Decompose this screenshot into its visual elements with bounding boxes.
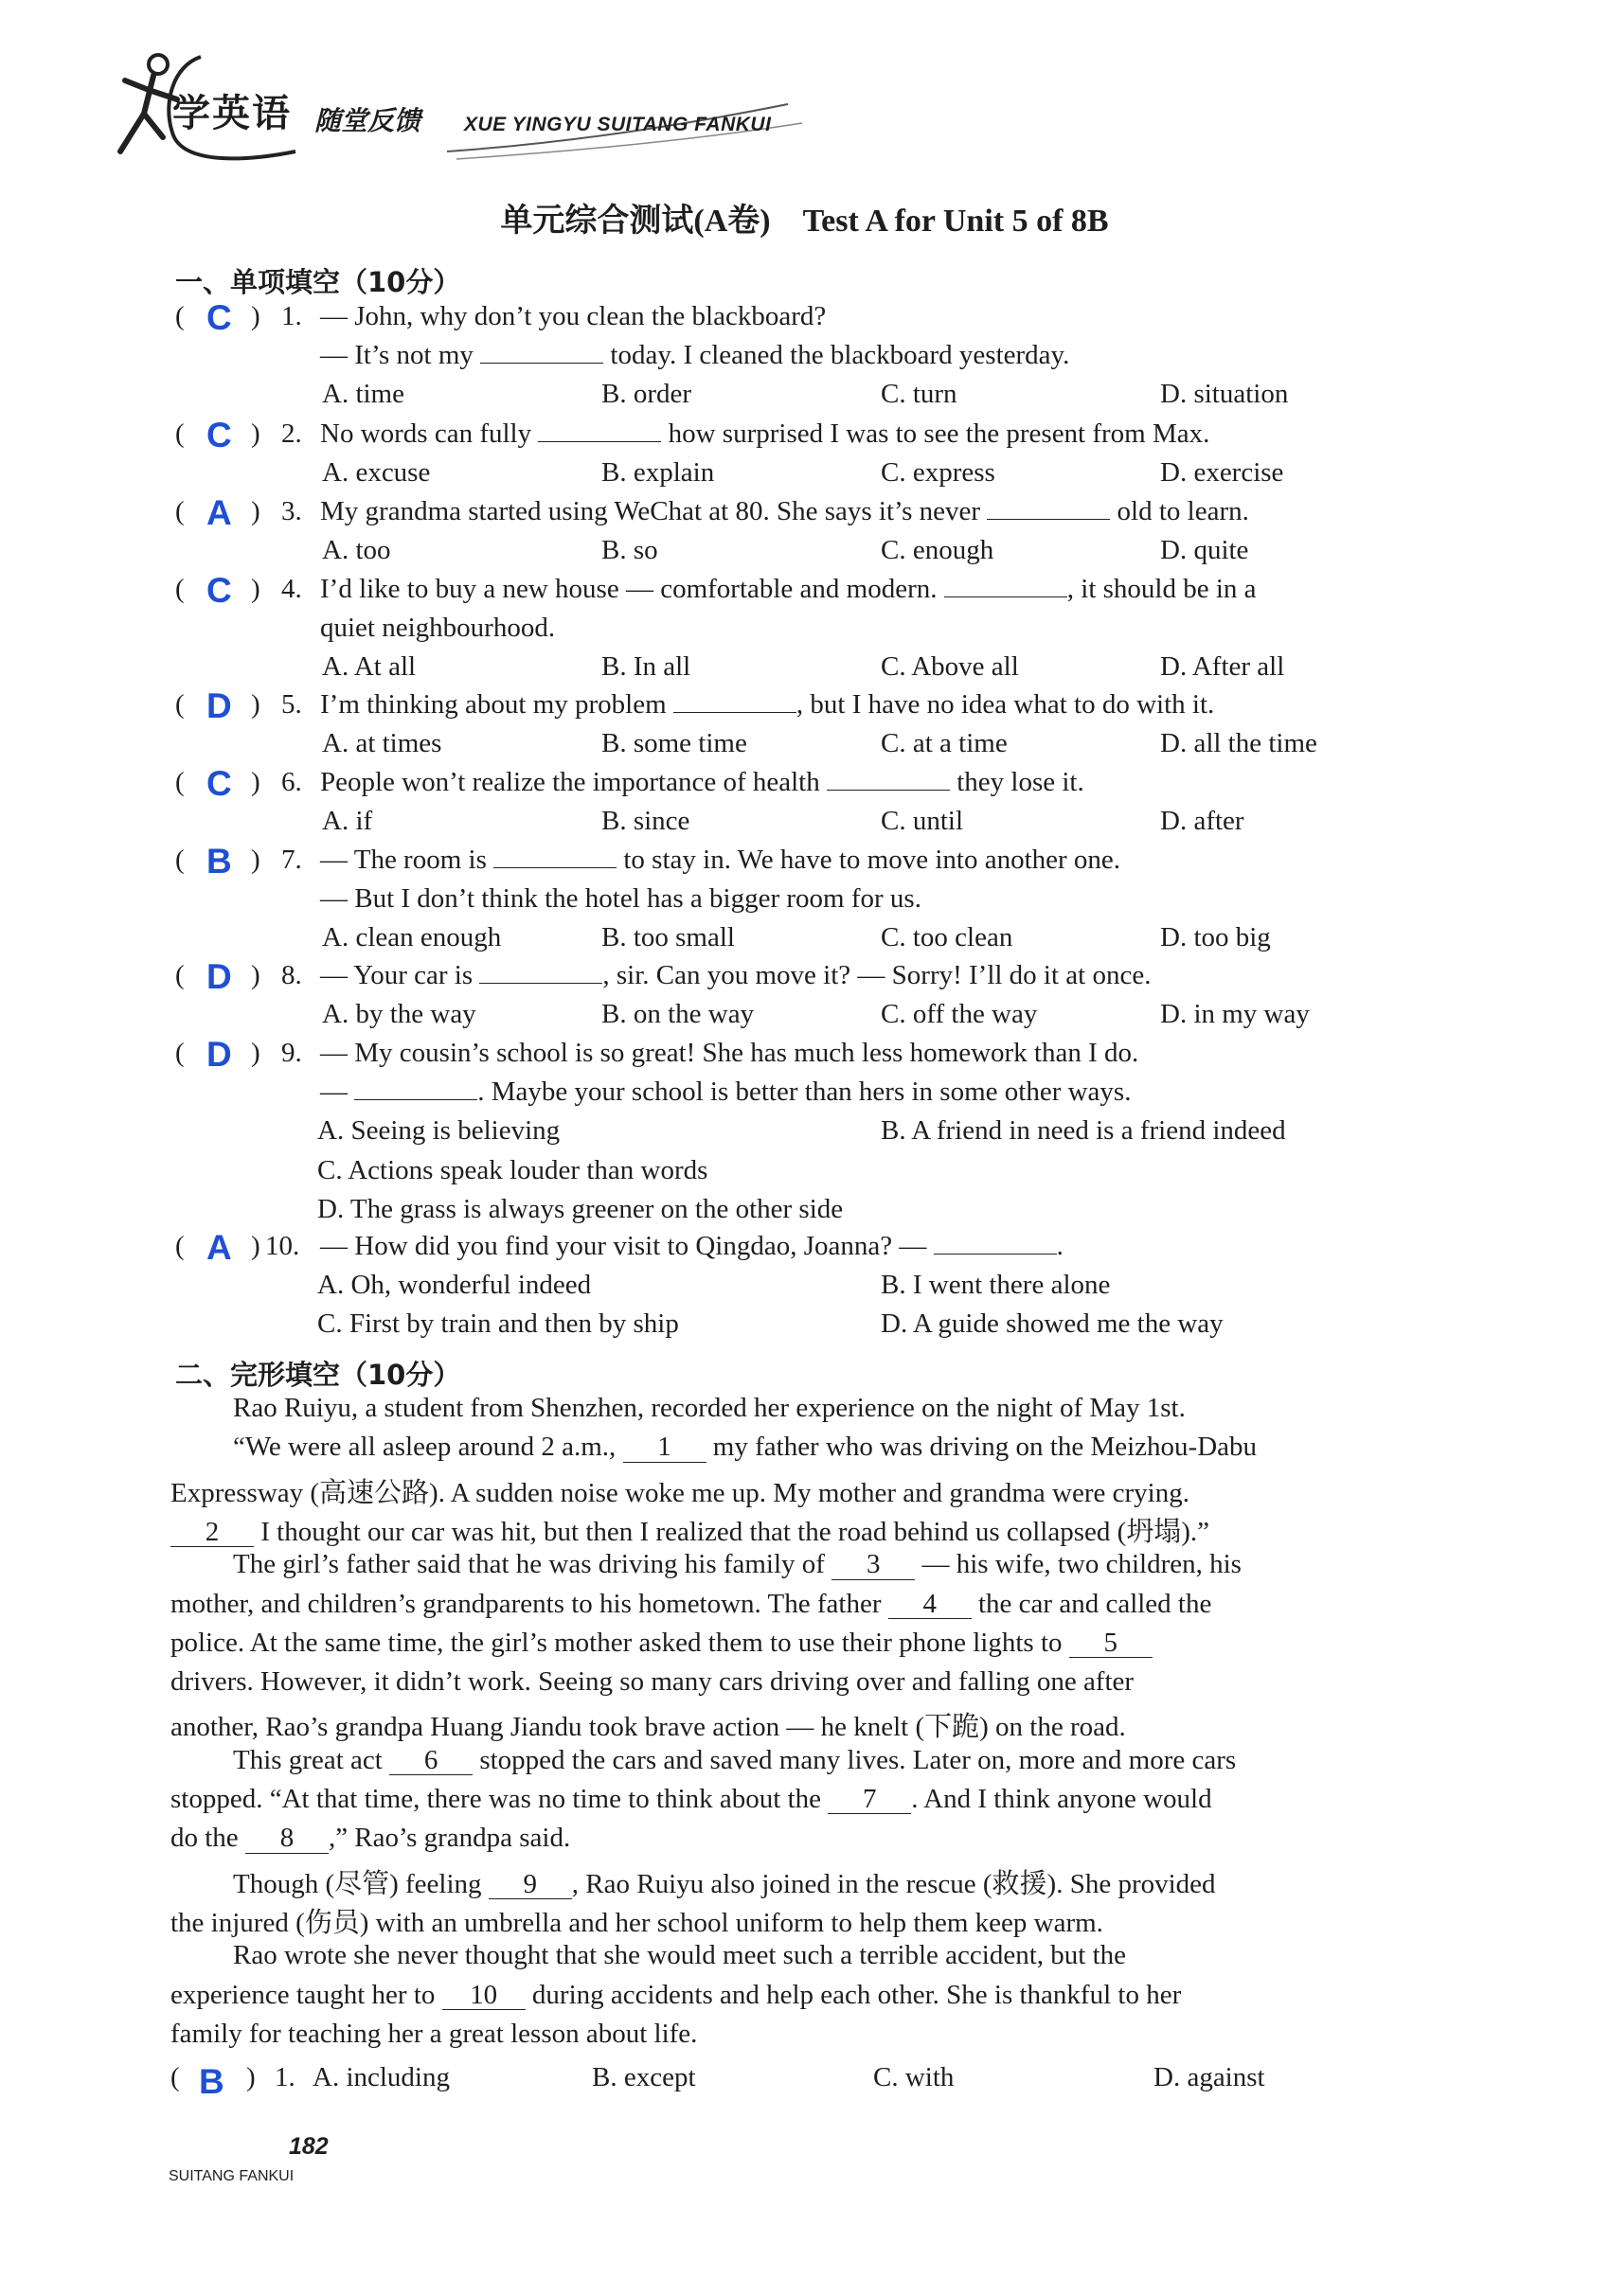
passage-line: experience taught her to 10 during accidents and help each other. She is thankful to her [170,1979,1182,2010]
question-line: — It’s not my today. I cleaned the blackboard yesterday. [320,340,1070,371]
left-paren: ( [175,1038,185,1068]
question-line: I’d like to buy a new house — comfortable and modern. , it should be in a [320,574,1257,604]
option: D. too big [1160,922,1271,953]
option: D. situation [1160,379,1289,410]
option: A. Oh, wonderful indeed [317,1270,592,1301]
option: D. after [1160,806,1244,837]
header-cn-title: 学英语 [172,92,292,135]
option: D. The grass is always greener on the other side [317,1193,844,1224]
left-paren: ( [170,2062,180,2092]
answer-blank [479,962,602,984]
passage-line: another, Rao’s grandpa Huang Jiandu took brave action — he knelt (下跪) on the road. [170,1712,1126,1743]
question-number: 6. [281,767,302,797]
question-number: 1. [275,2062,295,2092]
question-line: People won’t realize the importance of health they lose it. [320,767,1084,797]
answer-blank [934,1233,1057,1255]
left-paren: ( [175,767,185,797]
answer-blank [480,342,603,364]
answer-blank [987,498,1110,520]
passage-line: Rao wrote she never thought that she would meet such a terrible accident, but the [233,1940,1127,1971]
option: A. excuse [322,457,431,489]
passage-line: 2 I thought our car was hit, but then I realized that the road behind us collapsed (坍塌).” [170,1510,1209,1549]
passage-line: This great act 6 stopped the cars and saved many lives. Later on, more and more cars [233,1744,1237,1775]
option: C. enough [881,535,994,566]
option: D. in my way [1160,999,1310,1030]
question-number: 2. [281,418,302,449]
right-paren: ) [251,689,260,720]
answer-blank [493,846,617,868]
right-paren: ) [251,845,260,875]
question-line: — The room is to stay in. We have to move into another one. [320,845,1121,875]
option: A. At all [322,651,417,683]
passage-line: “We were all asleep around 2 a.m., 1 my father who was driving on the Meizhou-Dabu [233,1432,1258,1463]
question-line: No words can fully how surprised I was to see the present from Max. [320,418,1210,449]
question-line: My grandma started using WeChat at 80. She says it’s never old to learn. [320,496,1249,526]
option: B. order [601,379,692,410]
question-line: — John, why don’t you clean the blackboard? [320,301,827,331]
option: C. turn [881,379,957,410]
answer-letter: D [206,957,232,996]
passage-line: stopped. “At that time, there was no time to think about the 7 . And I think anyone would [170,1784,1212,1814]
right-paren: ) [246,2062,256,2092]
option: A. including [313,2062,450,2092]
question-line: — . Maybe your school is better than hers in some other ways. [320,1077,1132,1108]
option: B. explain [601,457,715,489]
option: C. express [881,457,995,489]
header-cn-sub: 随堂反馈 [314,105,421,136]
cloze-blank: 5 [1069,1629,1153,1658]
question-number: 7. [281,845,302,875]
option: D. A guide showed me the way [881,1308,1224,1340]
question-number: 9. [281,1038,302,1068]
cloze-blank: 3 [831,1550,915,1579]
passage-line: mother, and children’s grandparents to his hometown. The father 4 the car and called the [170,1588,1212,1619]
left-paren: ( [175,689,185,720]
right-paren: ) [251,301,260,331]
passage-line: the injured (伤员) with an umbrella and her school uniform to help them keep warm. [170,1907,1103,1938]
right-paren: ) [251,496,260,526]
answer-letter: D [206,686,232,725]
cloze-blank: 7 [828,1785,911,1814]
option: C. Actions speak louder than words [317,1154,708,1185]
option: B. except [592,2062,696,2092]
option: A. clean enough [322,922,502,953]
passage-line: Rao Ruiyu, a student from Shenzhen, recorded her experience on the night of May 1st. [233,1393,1186,1423]
right-paren: ) [251,1231,260,1261]
answer-blank [944,576,1067,597]
cloze-blank: 1 [623,1433,706,1462]
right-paren: ) [251,767,260,797]
question-number: 8. [281,960,302,990]
option: B. In all [601,651,691,683]
answer-letter: B [206,842,232,881]
page-title: 单元综合测试(A卷) Test A for Unit 5 of 8B [500,204,1109,239]
passage-line: family for teaching her a great lesson about life. [170,2018,698,2049]
question-line: quiet neighbourhood. [320,613,556,644]
question-number: 5. [281,689,302,720]
question-line: I’m thinking about my problem , but I have no idea what to do with it. [320,689,1215,720]
answer-letter: C [206,571,232,610]
page-header [106,47,807,170]
answer-letter: D [206,1035,232,1074]
option: B. since [601,806,690,837]
cloze-blank: 10 [442,1981,526,2010]
option: C. at a time [881,728,1008,759]
option: A. Seeing is believing [317,1115,561,1147]
left-paren: ( [175,574,185,604]
answer-blank [538,420,661,442]
option: C. until [881,806,964,837]
question-line: — Your car is , sir. Can you move it? — Sorry! I’ll do it at once. [320,960,1152,990]
option: B. A friend in need is a friend indeed [881,1115,1286,1147]
left-paren: ( [175,418,185,449]
option: B. so [601,535,658,566]
question-number: 1. [281,301,302,331]
page-number: 182 [289,2133,329,2160]
answer-letter: A [206,493,232,532]
answer-blank [673,691,796,713]
option: C. off the way [881,999,1038,1030]
option: B. too small [601,922,735,953]
answer-letter: B [199,2062,224,2101]
passage-line: Though (尽管) feeling 9 , Rao Ruiyu also joined in the rescue (救援). She provided [233,1868,1216,1899]
right-paren: ) [251,960,260,990]
option: B. some time [601,728,747,759]
cloze-blank: 4 [888,1590,972,1619]
question-number: 4. [281,574,302,604]
question-number: 3. [281,496,302,526]
option: A. at times [322,728,442,759]
section2-heading: 二、完形填空（10分） [175,1359,461,1391]
section1-heading: 一、单项填空（10分） [175,266,461,298]
answer-letter: A [206,1228,232,1267]
question-line: — How did you find your visit to Qingdao, Joanna? — . [320,1231,1064,1261]
question-line: — But I don’t think the hotel has a bigger room for us. [320,883,921,915]
passage-line: do the 8 ,” Rao’s grandpa said. [170,1823,571,1854]
left-paren: ( [175,301,185,331]
option: A. too [322,535,391,566]
option: B. I went there alone [881,1270,1111,1301]
cloze-blank: 6 [389,1746,473,1775]
answer-blank [827,769,950,791]
option: A. if [322,806,373,837]
option: A. time [322,379,404,410]
right-paren: ) [251,1038,260,1068]
footer-text: SUITANG FANKUI [169,2168,295,2184]
left-paren: ( [175,496,185,526]
header-en-title: XUE YINGYU SUITANG FANKUI [464,114,772,135]
cloze-blank: 8 [245,1824,329,1853]
option: D. quite [1160,535,1249,566]
right-paren: ) [251,574,260,604]
passage-line: Expressway (高速公路). A sudden noise woke me up. My mother and grandma were crying. [170,1477,1189,1508]
option: D. all the time [1160,728,1317,759]
question-line: — My cousin’s school is so great! She has much less homework than I do. [320,1038,1139,1068]
answer-letter: C [206,764,232,803]
passage-line: The girl’s father said that he was driving his family of 3 — his wife, two children, his [233,1549,1242,1580]
option: A. by the way [322,999,476,1030]
right-paren: ) [251,418,260,449]
answer-blank [354,1078,477,1100]
question-number: 10. [265,1231,300,1261]
option: D. against [1153,2062,1265,2092]
passage-line: drivers. However, it didn’t work. Seeing so many cars driving over and falling one after [170,1666,1135,1698]
option: D. exercise [1160,457,1284,489]
option: B. on the way [601,999,755,1030]
option: C. Above all [881,651,1019,683]
option: C. with [873,2062,955,2092]
option: C. too clean [881,922,1013,953]
left-paren: ( [175,1231,185,1261]
left-paren: ( [175,960,185,990]
left-paren: ( [175,845,185,875]
answer-letter: C [206,416,232,454]
option: C. First by train and then by ship [317,1308,679,1340]
answer-letter: C [206,298,232,337]
cloze-blank: 9 [489,1870,572,1899]
option: D. After all [1160,651,1285,683]
cloze-blank: 2 [170,1518,254,1547]
passage-line: police. At the same time, the girl’s mother asked them to use their phone lights to 5 [170,1628,1153,1659]
